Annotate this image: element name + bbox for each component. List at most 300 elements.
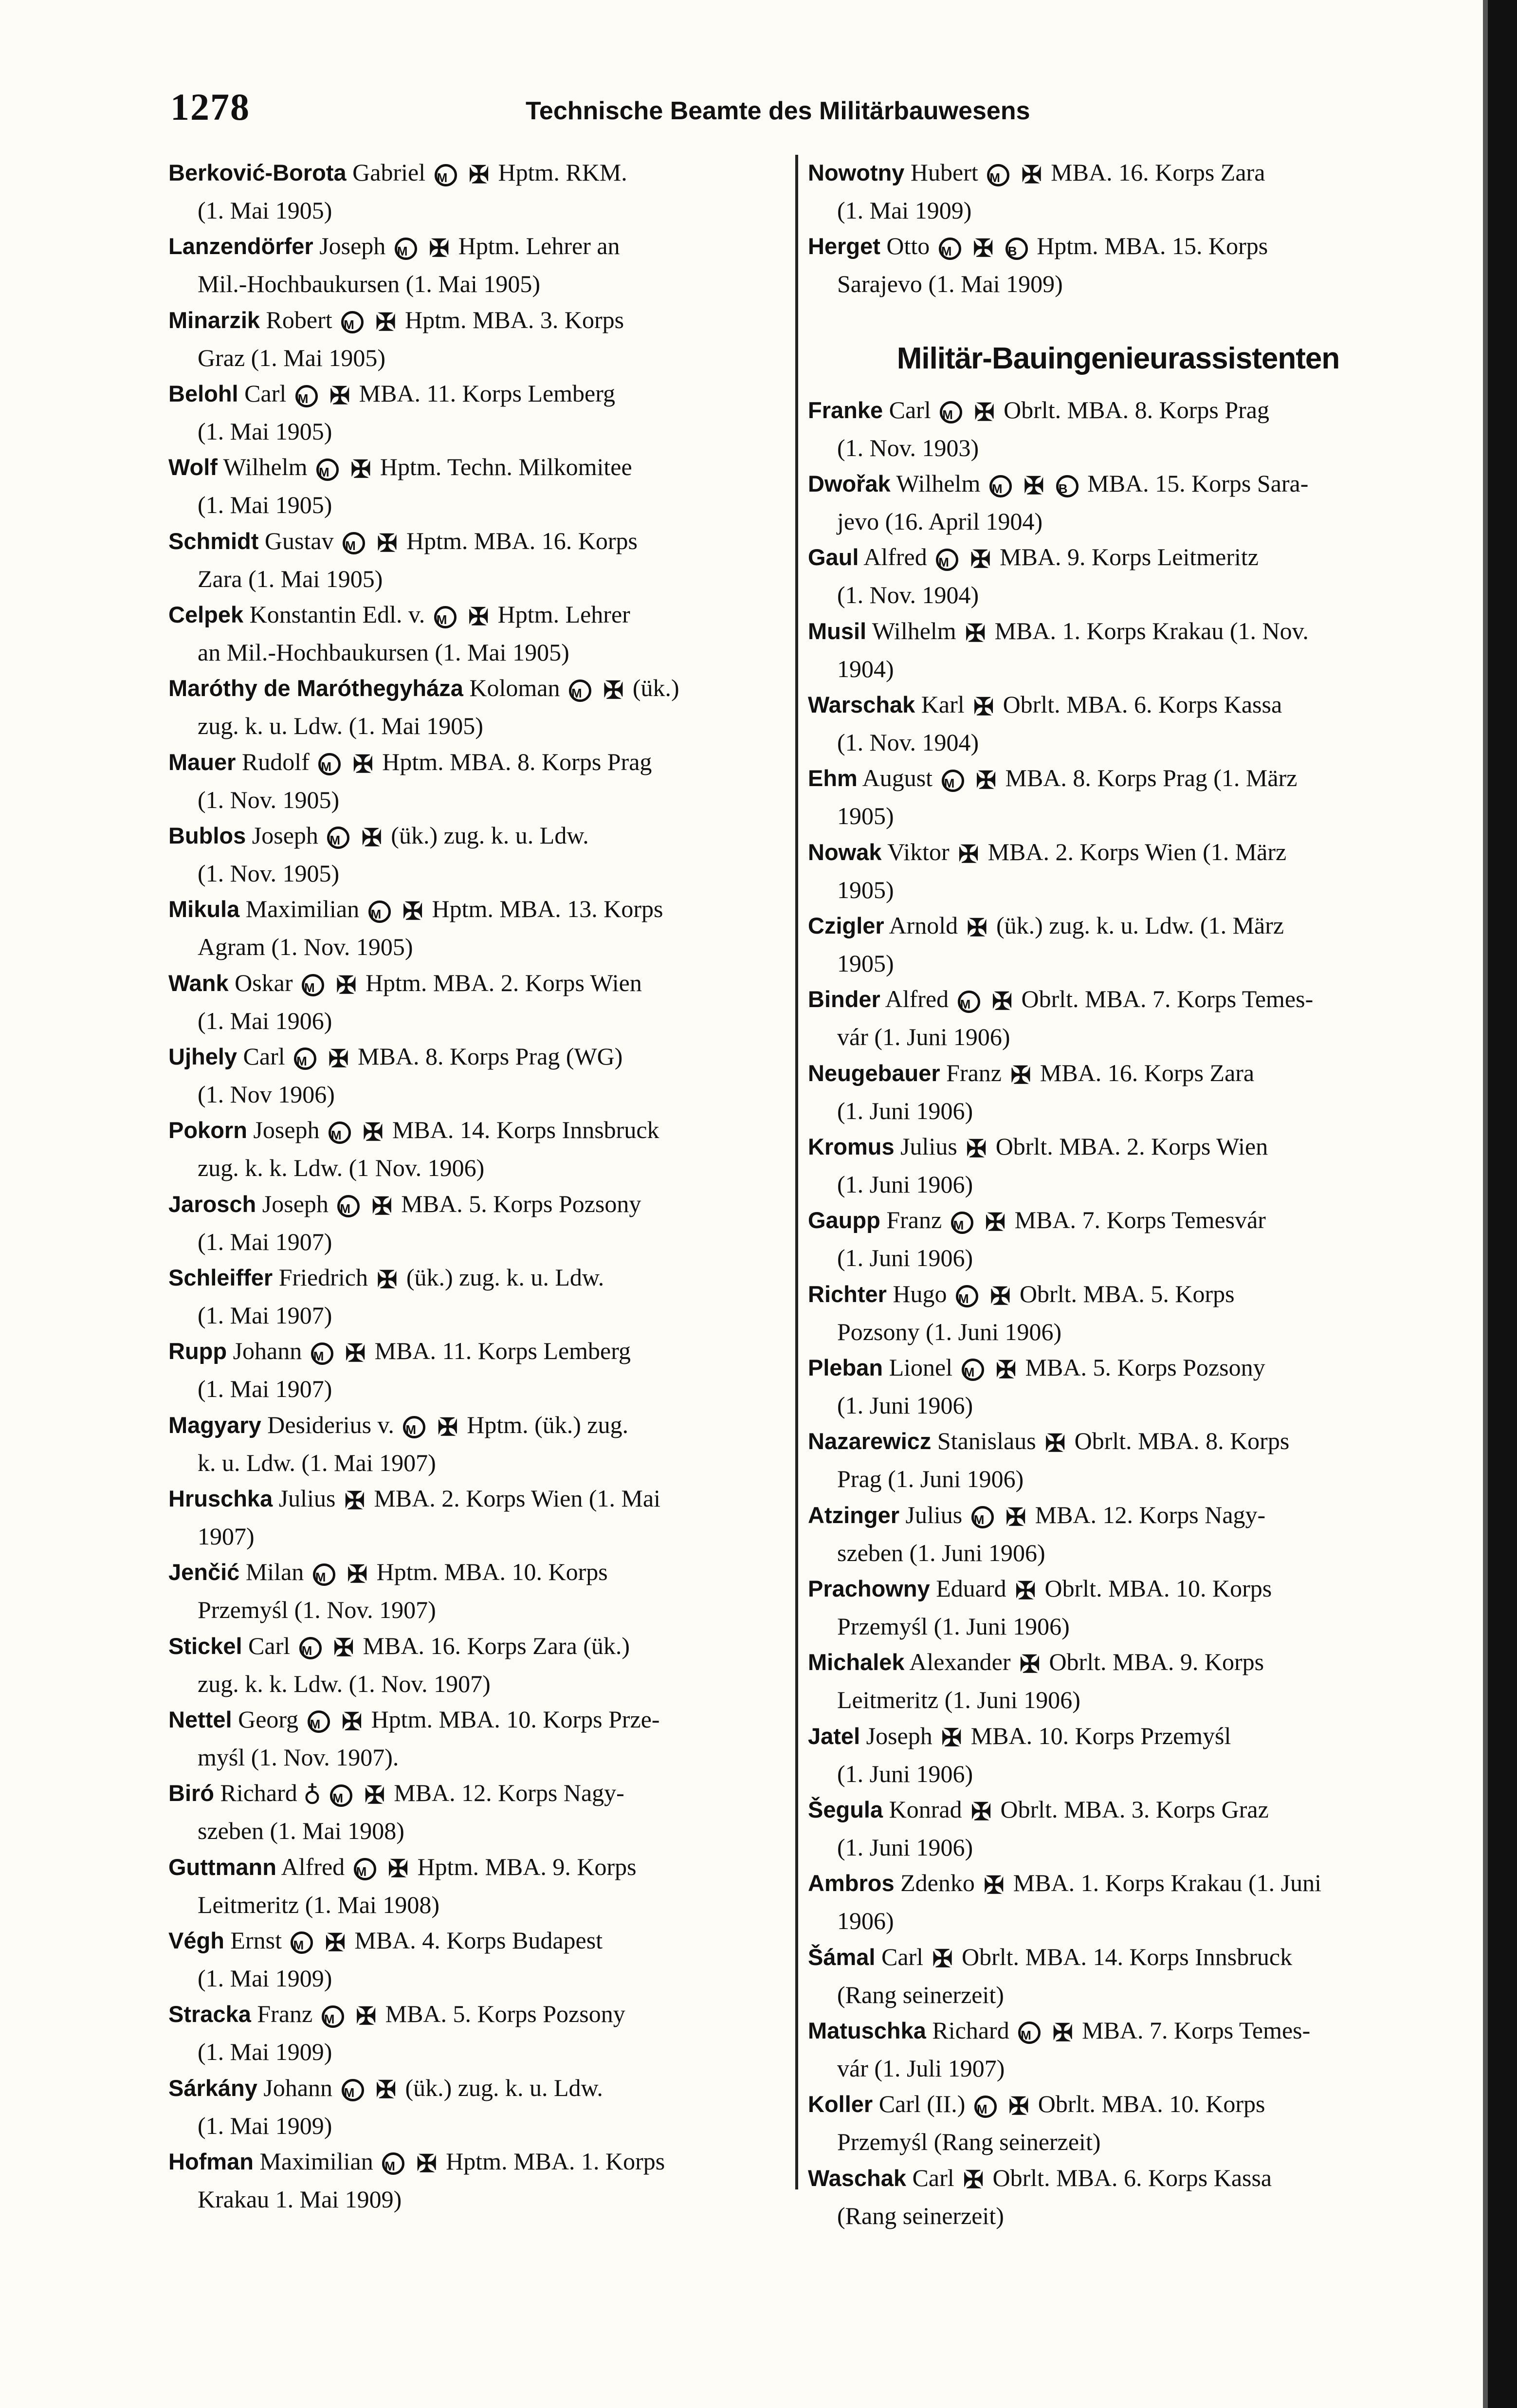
- directory-entry: [808, 1129, 1428, 1202]
- cross-decoration-icon: ✠: [356, 2003, 377, 2030]
- entry-line-2: (1. Nov. 1905): [198, 786, 340, 813]
- cross-decoration-icon: ✠: [603, 677, 624, 704]
- entry-surname: Guttmann: [168, 1854, 276, 1880]
- entry-surname: Šegula: [808, 1796, 883, 1822]
- cross-decoration-icon: ✠: [437, 1413, 458, 1441]
- entry-line-1: Joseph M ✠ MBA. 5. Korps Pozsony: [262, 1190, 641, 1217]
- entry-line-1: Julius M ✠ MBA. 12. Korps Nagy-: [906, 1501, 1266, 1528]
- circled-m-icon: M: [962, 1359, 984, 1381]
- entry-surname: Warschak: [808, 691, 915, 717]
- directory-entry: [168, 1775, 786, 1849]
- entry-line-2: Przemyśl (1. Nov. 1907): [198, 1596, 436, 1624]
- entry-surname: Gaupp: [808, 1207, 880, 1233]
- entry-line-1: Hubert M ✠ MBA. 16. Korps Zara: [911, 159, 1265, 186]
- entry-line-1: Alexander ✠ Obrlt. MBA. 9. Korps: [909, 1648, 1264, 1675]
- entry-line-1: Stanislaus ✠ Obrlt. MBA. 8. Korps: [937, 1427, 1289, 1454]
- circled-m-icon: M: [403, 1416, 425, 1438]
- entry-surname: Magyary: [168, 1412, 261, 1438]
- directory-entry: [168, 2144, 786, 2217]
- circled-m-icon: M: [939, 238, 961, 260]
- entry-surname: Gaul: [808, 544, 859, 570]
- cross-decoration-icon: ✠: [973, 693, 994, 720]
- entry-surname: Nazarewicz: [808, 1428, 932, 1454]
- section-heading: Militär-Bauingenieurassistenten: [896, 341, 1340, 375]
- cross-decoration-icon: ✠: [468, 603, 489, 630]
- circled-m-icon: M: [308, 1710, 330, 1733]
- entry-line-1: Franz M ✠ MBA. 5. Korps Pozsony: [257, 2000, 625, 2027]
- entry-line-2: Mil.-Hochbaukursen (1. Mai 1905): [198, 270, 541, 298]
- directory-entry: [168, 818, 786, 891]
- entry-line-2: (1. Mai 1909): [837, 197, 972, 224]
- circled-m-icon: M: [354, 1858, 376, 1880]
- entry-line-1: Georg M ✠ Hptm. MBA. 10. Korps Prze-: [238, 1706, 660, 1733]
- entry-line-1: Alfred M ✠ Hptm. MBA. 9. Korps: [281, 1853, 637, 1880]
- directory-entry: [168, 965, 786, 1039]
- circled-m-icon: M: [316, 459, 339, 481]
- entry-line-1: Maximilian M ✠ Hptm. MBA. 1. Korps: [259, 2148, 665, 2175]
- page-number: 1278: [170, 86, 250, 128]
- entry-line-1: Carl (II.) M ✠ Obrlt. MBA. 10. Korps: [879, 2090, 1265, 2117]
- entry-line-1: Gustav M ✠ Hptm. MBA. 16. Korps: [265, 527, 638, 554]
- entry-surname: Mikula: [168, 896, 240, 922]
- cross-decoration-icon: ✠: [967, 914, 987, 941]
- circled-m-icon: M: [295, 385, 318, 407]
- entry-line-1: Franz M ✠ MBA. 7. Korps Temesvár: [886, 1206, 1266, 1233]
- cross-decoration-icon: ✠: [328, 1045, 349, 1072]
- cross-decoration-icon: ✠: [963, 2166, 984, 2194]
- entry-surname: Bublos: [168, 822, 246, 848]
- circled-m-icon: M: [971, 1506, 994, 1528]
- directory-entry: [168, 744, 786, 818]
- directory-entry: [808, 2013, 1428, 2086]
- cross-decoration-icon: ✠: [976, 767, 996, 794]
- directory-entry: [808, 908, 1428, 981]
- directory-entry: [808, 1792, 1428, 1865]
- entry-line-1: Zdenko ✠ MBA. 1. Korps Krakau (1. Juni: [900, 1869, 1321, 1896]
- directory-entry: [168, 1923, 786, 1996]
- entry-surname: Jenčić: [168, 1559, 240, 1585]
- directory-entry: [808, 1571, 1428, 1644]
- directory-entry: [808, 1497, 1428, 1571]
- cross-decoration-icon: ✠: [377, 529, 398, 557]
- entry-surname: Rupp: [168, 1338, 227, 1364]
- directory-entry: [808, 760, 1428, 834]
- cross-decoration-icon: ✠: [973, 235, 994, 262]
- entry-line-1: Koloman M ✠ (ük.): [469, 674, 679, 701]
- directory-entry: [168, 1407, 786, 1481]
- cross-decoration-icon: ✠: [1045, 1430, 1066, 1457]
- directory-entry: [808, 466, 1428, 539]
- entry-surname: Schmidt: [168, 528, 259, 554]
- cross-decoration-icon: ✠: [992, 988, 1013, 1015]
- entry-line-2: zug. k. k. Ldw. (1 Nov. 1906): [198, 1154, 485, 1182]
- entry-line-1: Wilhelm M ✠ B MBA. 15. Korps Sara-: [896, 470, 1308, 497]
- directory-entry: [168, 228, 786, 302]
- entry-line-2: Graz (1. Mai 1905): [198, 344, 385, 371]
- cross-decoration-icon: ✠: [965, 619, 986, 647]
- cross-decoration-icon: ✠: [1052, 2019, 1073, 2046]
- entry-line-1: Carl M ✠ MBA. 16. Korps Zara (ük.): [248, 1632, 630, 1659]
- column-divider: [795, 155, 798, 2189]
- directory-entry: [168, 2070, 786, 2144]
- entry-line-2: 1905): [837, 876, 894, 903]
- entry-surname: Stickel: [168, 1633, 242, 1659]
- entry-line-2: (1. Nov. 1904): [837, 581, 979, 609]
- entry-line-2: Zara (1. Mai 1905): [198, 565, 383, 592]
- entry-line-2: Prag (1. Juni 1906): [837, 1465, 1024, 1493]
- cross-decoration-icon: ✠: [361, 824, 382, 851]
- entry-line-2: Leitmeritz (1. Mai 1908): [198, 1891, 440, 1918]
- entry-surname: Binder: [808, 986, 880, 1012]
- entry-line-1: Richard ♁ M ✠ MBA. 12. Korps Nagy-: [220, 1779, 624, 1806]
- entry-line-2: myśl (1. Nov. 1907).: [198, 1744, 399, 1771]
- cross-decoration-icon: ✠: [1020, 1651, 1040, 1678]
- entry-line-2: Krakau 1. Mai 1909): [198, 2185, 402, 2213]
- circled-m-icon: M: [382, 2152, 404, 2175]
- entry-line-1: Eduard ✠ Obrlt. MBA. 10. Korps: [936, 1575, 1272, 1602]
- directory-entry: [808, 228, 1428, 302]
- page-edge-inner: [1483, 0, 1488, 2408]
- entry-line-2: (1. Juni 1906): [837, 1834, 973, 1861]
- entry-line-1: Johann M ✠ (ük.) zug. k. u. Ldw.: [263, 2074, 603, 2101]
- entry-line-2: (1. Juni 1906): [837, 1171, 973, 1198]
- cross-decoration-icon: ✠: [1005, 1503, 1026, 1531]
- entry-line-2: (1. Mai 1907): [198, 1375, 332, 1403]
- directory-entry: [808, 392, 1428, 466]
- cross-decoration-icon: ✠: [376, 2076, 396, 2104]
- entry-line-1: Lionel M ✠ MBA. 5. Korps Pozsony: [889, 1354, 1265, 1381]
- entry-line-2: (1. Mai 1907): [198, 1228, 332, 1255]
- directory-entry: [808, 1350, 1428, 1423]
- cross-decoration-icon: ✠: [388, 1855, 409, 1883]
- directory-entry: [808, 834, 1428, 908]
- circled-m-icon: M: [337, 1195, 360, 1217]
- entry-surname: Schleiffer: [168, 1264, 273, 1290]
- entry-surname: Jatel: [808, 1723, 860, 1749]
- cross-decoration-icon: ✠: [342, 1708, 363, 1735]
- directory-entry: [808, 1055, 1428, 1129]
- entry-surname: Végh: [168, 1927, 224, 1953]
- entry-line-2: zug. k. u. Ldw. (1. Mai 1905): [198, 712, 483, 740]
- entry-line-2: k. u. Ldw. (1. Mai 1907): [198, 1449, 436, 1476]
- directory-entry: [808, 2086, 1428, 2160]
- entry-line-1: Desiderius v. M ✠ Hptm. (ük.) zug.: [267, 1411, 628, 1438]
- directory-entry: [808, 981, 1428, 1055]
- right-top-entries: [808, 155, 1428, 302]
- directory-entry: [168, 1628, 786, 1702]
- entry-surname: Waschak: [808, 2165, 907, 2191]
- entry-surname: Pleban: [808, 1354, 883, 1380]
- entry-line-1: Gabriel M ✠ Hptm. RKM.: [352, 159, 627, 186]
- entry-line-1: Wilhelm M ✠ Hptm. Techn. Milkomitee: [223, 453, 632, 480]
- entry-line-1: Carl ✠ Obrlt. MBA. 14. Korps Innsbruck: [881, 1943, 1292, 1970]
- cross-decoration-icon: ✠: [375, 308, 396, 336]
- circled-m-icon: M: [327, 827, 349, 849]
- entry-line-2: 1904): [837, 655, 894, 682]
- cross-decoration-icon: ✠: [333, 1634, 354, 1662]
- entry-surname: Ambros: [808, 1870, 895, 1896]
- entry-line-2: (1. Mai 1906): [198, 1007, 332, 1034]
- entry-line-2: (1. Mai 1905): [198, 491, 332, 519]
- directory-entry: [168, 376, 786, 449]
- entry-line-2: (1. Mai 1907): [198, 1302, 332, 1329]
- circled-m-icon: M: [1018, 2022, 1041, 2044]
- entry-line-1: Konrad ✠ Obrlt. MBA. 3. Korps Graz: [889, 1796, 1269, 1823]
- entry-line-1: Rudolf M ✠ Hptm. MBA. 8. Korps Prag: [242, 748, 652, 775]
- entry-line-2: (1. Mai 1905): [198, 418, 332, 445]
- entry-surname: Neugebauer: [808, 1060, 940, 1086]
- entry-line-1: Joseph M ✠ (ük.) zug. k. u. Ldw.: [252, 822, 589, 849]
- entry-line-2: (1. Juni 1906): [837, 1097, 973, 1124]
- entry-surname: Koller: [808, 2091, 873, 2117]
- entry-surname: Richter: [808, 1281, 887, 1307]
- right-bottom-entries: [808, 392, 1428, 2234]
- entry-surname: Pokorn: [168, 1117, 247, 1143]
- directory-entry: [808, 613, 1428, 687]
- cross-decoration-icon: ✠: [970, 546, 991, 573]
- cross-decoration-icon: ✠: [371, 1192, 392, 1220]
- cross-decoration-icon: ✠: [352, 750, 373, 778]
- circled-m-icon: M: [343, 532, 365, 554]
- circled-m-icon: M: [342, 2079, 364, 2101]
- entry-line-2: 1905): [837, 802, 894, 830]
- entry-line-1: Carl M ✠ MBA. 8. Korps Prag (WG): [243, 1043, 623, 1070]
- entry-line-2: (1. Juni 1906): [837, 1760, 973, 1787]
- entry-surname: Musil: [808, 618, 867, 644]
- entry-line-2: (1. Mai 1909): [198, 1965, 332, 1992]
- cross-decoration-icon: ✠: [932, 1945, 953, 1973]
- circled-m-icon: M: [395, 238, 417, 260]
- entry-line-2: an Mil.-Hochbaukursen (1. Mai 1905): [198, 639, 569, 666]
- entry-surname: Kromus: [808, 1133, 895, 1159]
- circled-b-icon: B: [1056, 475, 1078, 497]
- entry-line-1: Joseph ✠ MBA. 10. Korps Przemyśl: [866, 1722, 1231, 1749]
- cross-decoration-icon: ✠: [1015, 1577, 1036, 1604]
- cross-decoration-icon: ✠: [363, 1119, 384, 1146]
- directory-entry: [808, 2160, 1428, 2234]
- entry-line-1: Hugo M ✠ Obrlt. MBA. 5. Korps: [893, 1280, 1234, 1307]
- running-title: Technische Beamte des Militärbauwesens: [526, 97, 1030, 125]
- directory-entry: [168, 523, 786, 597]
- entry-surname: Michalek: [808, 1649, 905, 1675]
- entry-surname: Celpek: [168, 601, 244, 627]
- cross-decoration-icon: ✠: [345, 1340, 366, 1367]
- cross-decoration-icon: ✠: [1021, 161, 1042, 188]
- cross-decoration-icon: ✠: [344, 1487, 365, 1514]
- entry-line-1: Otto M ✠ B Hptm. MBA. 15. Korps: [886, 232, 1268, 259]
- circled-m-icon: M: [940, 401, 962, 423]
- entry-line-2: (Rang seinerzeit): [837, 2202, 1004, 2229]
- entry-surname: Biró: [168, 1780, 214, 1806]
- entry-line-2: szeben (1. Juni 1906): [837, 1539, 1045, 1566]
- directory-entry: [808, 1276, 1428, 1350]
- entry-line-1: Julius ✠ Obrlt. MBA. 2. Korps Wien: [900, 1133, 1268, 1160]
- entry-surname: Nettel: [168, 1706, 232, 1732]
- entry-line-2: 1907): [198, 1523, 255, 1550]
- circled-m-icon: M: [989, 475, 1012, 497]
- entry-surname: Czigler: [808, 912, 884, 938]
- cross-decoration-icon: ✠: [336, 971, 357, 999]
- entry-surname: Wank: [168, 970, 229, 996]
- entry-line-2: (1. Nov. 1903): [837, 434, 979, 461]
- cross-decoration-icon: ✠: [377, 1266, 398, 1293]
- entry-surname: Maróthy de Maróthegyháza: [168, 675, 463, 701]
- entry-line-2: (Rang seinerzeit): [837, 1981, 1004, 2008]
- entry-surname: Hruschka: [168, 1485, 273, 1511]
- directory-entry: [168, 670, 786, 744]
- circled-m-icon: M: [936, 549, 958, 571]
- entry-line-2: szeben (1. Mai 1908): [198, 1817, 404, 1845]
- right-column: [808, 155, 1428, 2234]
- entry-surname: Lanzendörfer: [168, 233, 313, 259]
- entry-line-1: August M ✠ MBA. 8. Korps Prag (1. März: [862, 764, 1298, 791]
- circled-m-icon: M: [299, 1637, 322, 1659]
- circled-m-icon: M: [958, 991, 980, 1013]
- directory-entry: [168, 1039, 786, 1112]
- directory-entry: [168, 302, 786, 376]
- entry-line-1: Joseph M ✠ Hptm. Lehrer an: [319, 232, 620, 259]
- entry-line-2: (1. Mai 1905): [198, 197, 332, 224]
- entry-surname: Wolf: [168, 454, 218, 480]
- circled-b-icon: B: [1005, 238, 1028, 260]
- entry-surname: Šámal: [808, 1944, 876, 1970]
- entry-line-2: zug. k. k. Ldw. (1. Nov. 1907): [198, 1670, 491, 1697]
- entry-line-2: Przemyśl (1. Juni 1906): [837, 1613, 1070, 1640]
- entry-surname: Berković-Borota: [168, 160, 347, 185]
- directory-entry: [168, 1849, 786, 1923]
- directory-entry: [168, 1481, 786, 1554]
- entry-line-2: Leitmeritz (1. Juni 1906): [837, 1686, 1080, 1714]
- entry-surname: Stracka: [168, 2001, 251, 2027]
- entry-line-2: Pozsony (1. Juni 1906): [837, 1318, 1062, 1345]
- cross-decoration-icon: ✠: [941, 1724, 962, 1752]
- entry-line-2: (1. Nov. 1905): [198, 860, 340, 887]
- entry-line-1: Arnold ✠ (ük.) zug. k. u. Ldw. (1. März: [889, 912, 1284, 939]
- directory-entry: [168, 1554, 786, 1628]
- directory-entry: [168, 1112, 786, 1186]
- cross-decoration-icon: ✠: [469, 161, 489, 188]
- entry-line-1: Wilhelm ✠ MBA. 1. Korps Krakau (1. Nov.: [872, 617, 1309, 644]
- entry-line-1: Richard M ✠ MBA. 7. Korps Temes-: [932, 2017, 1310, 2044]
- directory-entry: [168, 597, 786, 670]
- directory-entry: [168, 891, 786, 965]
- circled-m-icon: M: [329, 1121, 351, 1144]
- cross-decoration-icon: ✠: [974, 398, 995, 426]
- directory-entry: [808, 155, 1428, 228]
- entry-line-2: 1905): [837, 950, 894, 977]
- directory-entry: [168, 1702, 786, 1775]
- entry-surname: Atzinger: [808, 1502, 899, 1528]
- directory-entry: [168, 155, 786, 228]
- entry-line-1: Karl ✠ Obrlt. MBA. 6. Korps Kassa: [921, 691, 1282, 718]
- circled-m-icon: M: [942, 770, 964, 792]
- entry-surname: Ujhely: [168, 1043, 238, 1069]
- entry-line-2: Sarajevo (1. Mai 1909): [837, 270, 1063, 298]
- cross-decoration-icon: ✠: [990, 1282, 1011, 1310]
- entry-line-1: Carl ✠ Obrlt. MBA. 6. Korps Kassa: [913, 2164, 1272, 2191]
- cross-decoration-icon: ✠: [985, 1209, 1006, 1236]
- entry-surname: Minarzik: [168, 307, 260, 333]
- entry-line-1: Robert M ✠ Hptm. MBA. 3. Korps: [266, 306, 624, 333]
- entry-surname: Belohl: [168, 380, 238, 406]
- circled-m-icon: M: [330, 1784, 352, 1807]
- directory-entry: [168, 1333, 786, 1407]
- circled-m-icon: M: [341, 311, 364, 333]
- entry-surname: Nowak: [808, 839, 882, 865]
- cross-decoration-icon: ✠: [958, 840, 979, 868]
- entry-line-1: Carl M ✠ Obrlt. MBA. 8. Korps Prag: [889, 396, 1269, 423]
- cross-decoration-icon: ✠: [402, 898, 423, 925]
- directory-entry: [168, 1260, 786, 1333]
- cross-decoration-icon: ✠: [350, 456, 371, 483]
- directory-entry: [168, 1186, 786, 1260]
- entry-line-2: (1. Mai 1909): [198, 2038, 332, 2066]
- circled-m-icon: M: [974, 2096, 997, 2118]
- cross-decoration-icon: ✠: [1010, 1061, 1031, 1089]
- directory-entry: [168, 1996, 786, 2070]
- circled-m-icon: M: [368, 901, 391, 923]
- entry-line-1: Viktor ✠ MBA. 2. Korps Wien (1. März: [887, 838, 1286, 865]
- cross-decoration-icon: ✠: [1008, 2093, 1029, 2120]
- left-column: [168, 155, 786, 2217]
- circled-m-icon: M: [322, 2005, 344, 2028]
- entry-line-1: Oskar M ✠ Hptm. MBA. 2. Korps Wien: [235, 969, 642, 996]
- directory-entry: [808, 1644, 1428, 1718]
- entry-line-2: jevo (16. April 1904): [837, 508, 1043, 535]
- directory-entry: [808, 1423, 1428, 1497]
- directory-entry: [808, 1939, 1428, 2013]
- entry-surname: Ehm: [808, 765, 858, 791]
- entry-surname: Hofman: [168, 2148, 254, 2174]
- cross-decoration-icon: ✠: [1024, 472, 1044, 499]
- entry-line-2: vár (1. Juni 1906): [837, 1023, 1010, 1051]
- entry-line-1: Maximilian M ✠ Hptm. MBA. 13. Korps: [246, 895, 663, 922]
- entry-surname: Prachowny: [808, 1575, 930, 1601]
- circled-m-icon: M: [294, 1048, 316, 1070]
- directory-entry: [808, 687, 1428, 760]
- cross-decoration-icon: ✠: [347, 1561, 368, 1588]
- entry-line-2: Agram (1. Nov. 1905): [198, 933, 413, 961]
- cross-decoration-icon: ✠: [325, 1929, 346, 1956]
- entry-surname: Mauer: [168, 749, 236, 775]
- entry-line-1: Friedrich ✠ (ük.) zug. k. u. Ldw.: [279, 1264, 604, 1291]
- entry-line-1: Carl M ✠ MBA. 11. Korps Lemberg: [244, 380, 615, 407]
- entry-surname: Nowotny: [808, 160, 905, 185]
- circled-m-icon: M: [313, 1563, 335, 1586]
- entry-line-2: vár (1. Juli 1907): [837, 2055, 1005, 2082]
- entry-surname: Dwořak: [808, 470, 891, 496]
- entry-surname: Sárkány: [168, 2075, 257, 2101]
- entry-line-2: (1. Nov. 1904): [837, 729, 979, 756]
- circled-m-icon: M: [434, 606, 457, 628]
- entry-line-1: Franz ✠ MBA. 16. Korps Zara: [946, 1059, 1254, 1086]
- cross-decoration-icon: ✠: [984, 1872, 1005, 1899]
- entry-surname: Herget: [808, 233, 880, 259]
- circled-m-icon: M: [951, 1212, 973, 1234]
- entry-line-2: (1. Nov 1906): [198, 1081, 335, 1108]
- cross-decoration-icon: ✠: [966, 1135, 987, 1162]
- entry-surname: Matuschka: [808, 2017, 926, 2043]
- directory-entry: [808, 539, 1428, 613]
- entry-surname: Jarosch: [168, 1191, 256, 1217]
- entry-line-2: (1. Mai 1909): [198, 2112, 332, 2139]
- directory-entry: [808, 1865, 1428, 1939]
- entry-line-1: Julius ✠ MBA. 2. Korps Wien (1. Mai: [279, 1485, 660, 1512]
- entry-line-1: Alfred M ✠ MBA. 9. Korps Leitmeritz: [863, 543, 1259, 570]
- circled-m-icon: M: [987, 164, 1009, 186]
- cross-decoration-icon: ✠: [429, 235, 450, 262]
- page-edge-shadow: [1488, 0, 1517, 2408]
